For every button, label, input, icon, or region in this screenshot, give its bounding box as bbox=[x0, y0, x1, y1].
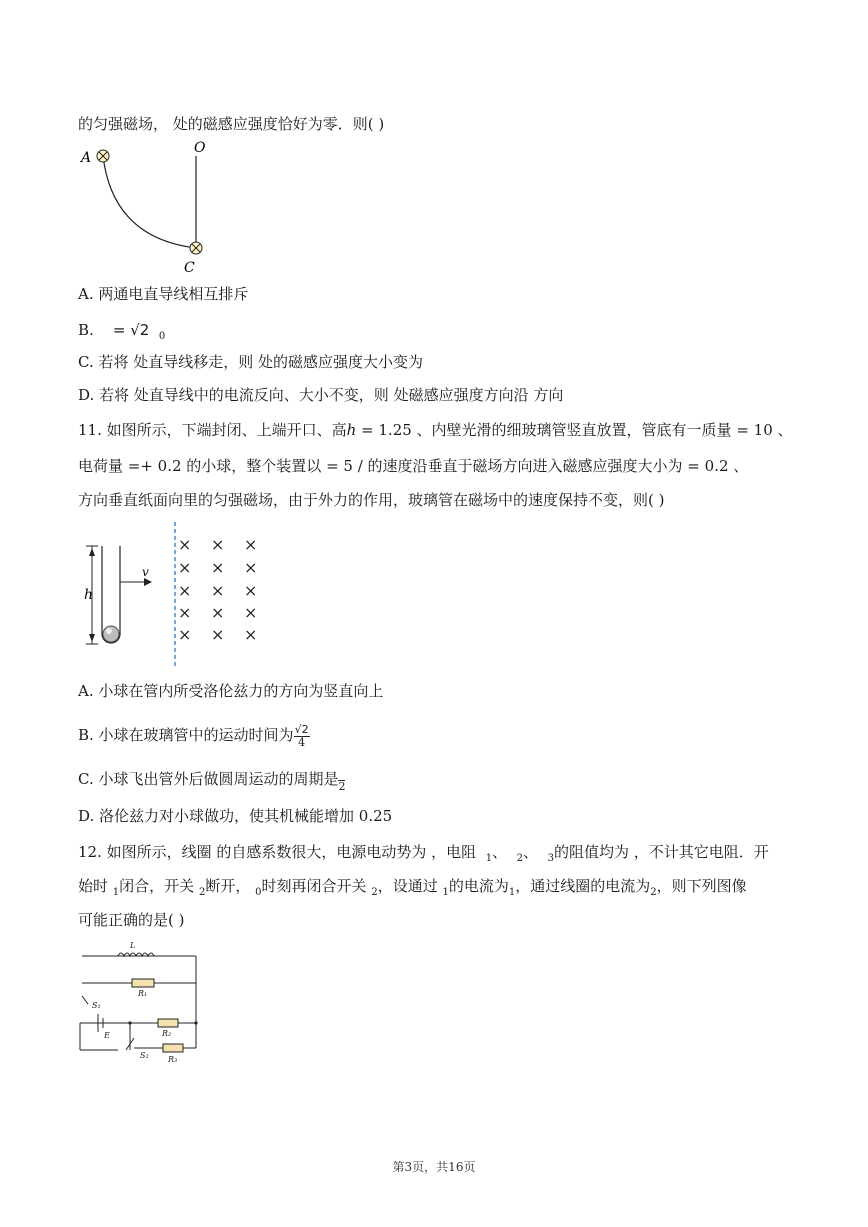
svg-text:×: × bbox=[211, 535, 225, 554]
page-footer: 第3页，共16页 bbox=[392, 1160, 476, 1174]
q10-option-a: A. 两通电直导线相互排斥 bbox=[78, 285, 249, 303]
svg-text:×: × bbox=[244, 625, 258, 644]
q12-stem-line-1: 12. 如图所示，线圈 的自感系数很大，电源电动势为 ，电阻 $_1$、 $_2$、 $_3$的阻值均为 ，不计其它电阻．开 bbox=[78, 843, 769, 864]
q12-stem-line-2: 始时 $_1$闭合，开关 $_2$断开， $_0$时刻再闭合开关 $_2$，设通过 $_1$的电流为$_1$，通过线圈的电流为$_2$，则下列图像 bbox=[78, 877, 747, 898]
svg-text:×: × bbox=[211, 603, 225, 622]
svg-text:×: × bbox=[178, 558, 192, 577]
fraction: 2 bbox=[338, 768, 345, 793]
label-h: h bbox=[84, 587, 94, 603]
label-s2: S₂ bbox=[140, 1051, 149, 1060]
label-e: E bbox=[104, 1031, 110, 1040]
current-into-page-icon-a bbox=[97, 150, 109, 162]
label-l: L bbox=[130, 941, 136, 950]
svg-text:×: × bbox=[244, 535, 258, 554]
svg-text:×: × bbox=[211, 625, 225, 644]
q11-option-b: B. 小球在玻璃管中的运动时间为 $\frac{√2}{4}$ bbox=[78, 722, 309, 749]
q11-stem-line-1: 11. 如图所示，下端封闭、上端开口、高ℎ = 1.25 、内壁光滑的细玻璃管竖直放置，管底有一质量 = 10 、 bbox=[78, 421, 793, 439]
label-c: C bbox=[184, 260, 195, 276]
label-o: O bbox=[194, 140, 206, 156]
fraction: $\frac{√2}{4}$ bbox=[294, 722, 309, 749]
svg-text:×: × bbox=[211, 558, 225, 577]
q11-option-a: A. 小球在管内所受洛伦兹力的方向为竖直向上 bbox=[78, 682, 384, 700]
current-into-page-icon-c bbox=[190, 242, 202, 254]
svg-text:×: × bbox=[178, 625, 192, 644]
q12-stem-line-3: 可能正确的是( ) bbox=[78, 911, 185, 929]
magnetic-field-marks bbox=[178, 535, 257, 644]
q11-stem-line-2: 电荷量 =+ 0.2 的小球，整个装置以 = 5 / 的速度沿垂直于磁场方向进入磁感应强度大小为 = 0.2 、 bbox=[78, 457, 749, 475]
label-v: v bbox=[142, 565, 149, 579]
q11-option-c: C. 小球飞出管外后做圆周运动的周期是 2 bbox=[78, 766, 345, 793]
label-a: A bbox=[81, 150, 92, 166]
q11-option-d: D. 洛伦兹力对小球做功，使其机械能增加 0.25 bbox=[78, 807, 393, 825]
svg-text:×: × bbox=[178, 581, 192, 600]
q10-option-d: D. 若将 处直导线中的电流反向、大小不变，则 处磁感应强度方向沿 方向 bbox=[78, 386, 564, 404]
label-r3: R₃ bbox=[168, 1055, 178, 1064]
figure-wires-arc bbox=[78, 138, 218, 278]
svg-text:×: × bbox=[244, 603, 258, 622]
svg-text:×: × bbox=[178, 603, 192, 622]
label-r1: R₁ bbox=[138, 989, 148, 998]
label-s1: S₁ bbox=[92, 1001, 101, 1010]
q11-stem-line-3: 方向垂直纸面向里的匀强磁场，由于外力的作用，玻璃管在磁场中的速度保持不变，则( ) bbox=[78, 491, 665, 509]
svg-text:×: × bbox=[211, 581, 225, 600]
figure-circuit bbox=[78, 938, 218, 1073]
figure-tube-field bbox=[78, 520, 278, 670]
svg-text:×: × bbox=[244, 558, 258, 577]
q10-option-c: C. 若将 处直导线移走，则 处的磁感应强度大小变为 bbox=[78, 353, 424, 371]
q10-option-b: B. = √2 $_0$ bbox=[78, 321, 166, 342]
question-10-stem-tail: 的匀强磁场， 处的磁感应强度恰好为零．则( ) bbox=[78, 115, 385, 133]
svg-text:×: × bbox=[244, 581, 258, 600]
svg-text:×: × bbox=[178, 535, 192, 554]
label-r2: R₂ bbox=[162, 1029, 172, 1038]
